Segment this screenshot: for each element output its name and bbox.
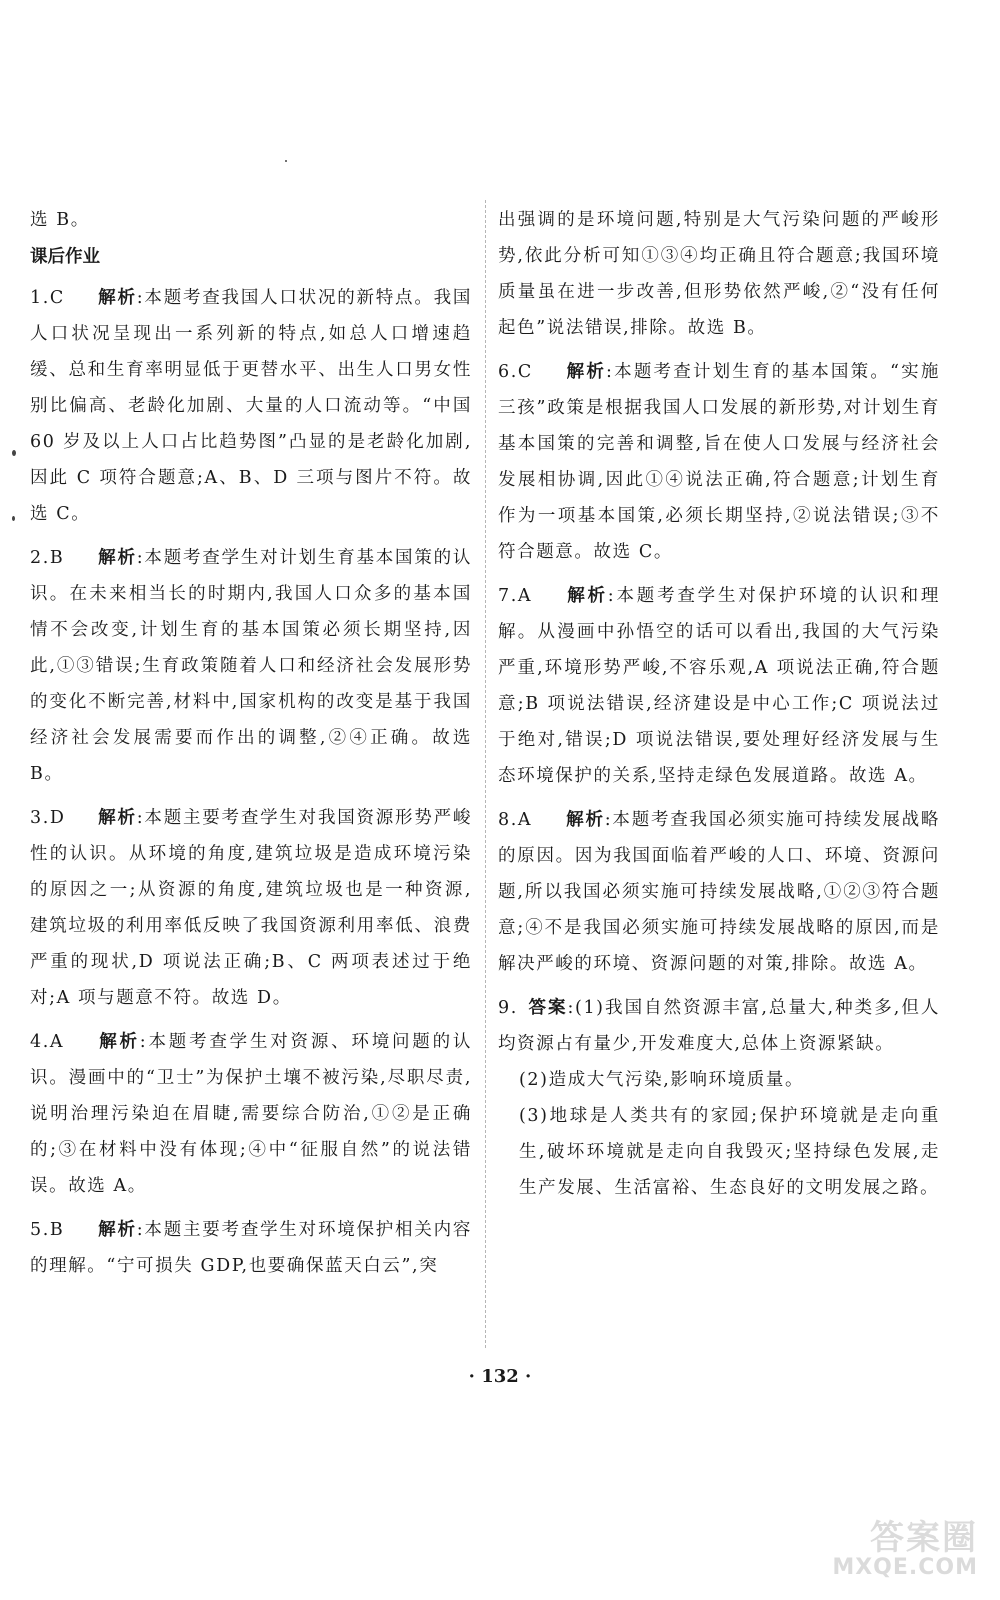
- analysis-label: 解析: [566, 362, 607, 382]
- question-number: 6.C: [498, 362, 533, 382]
- column-divider: [485, 200, 486, 1348]
- question-text: :本题考查学生对计划生育基本国策的认识。在未来相当长的时期内,我国人口众多的基本国情不会改变,计划生育的基本国策必须长期坚持,因此,①③错误;生育政策随着人口和经济社会发展形势的变化不断完善,材料中,国家机构的改变是基于我国经济社会发展需要而作出的调整,②④正确。故选 B。: [30, 548, 472, 784]
- question-number: 7.A: [498, 586, 533, 606]
- answer-part-1: :(1)我国自然资源丰富,总量大,种类多,但人均资源占有量少,开发难度大,总体上资源紧缺。: [498, 998, 940, 1054]
- question-text: :本题考查学生对资源、环境问题的认识。漫画中的“卫士”为保护土壤不被污染,尽职尽责,说明治理污染迫在眉睫,需要综合防治,①②是正确的;③在材料中没有体现;④中“征服自然”的说法错误。故选 A。: [30, 1032, 472, 1196]
- lead-text: 选 B。: [30, 210, 90, 230]
- analysis-label: 解析: [98, 1032, 140, 1052]
- question-7: [498, 578, 940, 794]
- question-4: [30, 1024, 472, 1204]
- analysis-label: 解析: [98, 548, 137, 568]
- left-column: [30, 202, 472, 1284]
- question-number: 5.B: [30, 1220, 65, 1240]
- question-number: 8.A: [498, 810, 533, 830]
- question-text: :本题考查学生对保护环境的认识和理解。从漫画中孙悟空的话可以看出,我国的大气污染严重,环境形势严峻,不容乐观,A 项说法正确,符合题意;B 项说法错误,经济建设是中心工作;C 项说法过于绝对,错误;D 项说法错误,要处理好经济发展与生态环境保护的关系,坚持走绿色发展道路。故选 A。: [498, 586, 940, 786]
- scan-speck: [12, 450, 16, 456]
- analysis-label: 解析: [98, 1220, 137, 1240]
- analysis-label: 解析: [566, 810, 605, 830]
- question-number: 2.B: [30, 548, 65, 568]
- scan-speck: [285, 160, 287, 162]
- question-text: :本题考查我国人口状况的新特点。我国人口状况呈现出一系列新的特点,如总人口增速趋缓、总和生育率明显低于更替水平、出生人口男女性别比偏高、老龄化加剧、大量的人口流动等。“中国 60 岁及以上人口占比趋势图”凸显的是老龄化加剧,因此 C 项符合题意;A、B、D 三项与图片不符。故选 C。: [30, 288, 472, 524]
- question-number: 9.: [498, 998, 518, 1018]
- question-text: :本题主要考查学生对环境保护相关内容的理解。“宁可损失 GDP,也要确保蓝天白云”,突: [30, 1220, 472, 1276]
- answer-label: 答案: [528, 998, 568, 1018]
- right-column: [498, 202, 940, 1206]
- question-2: [30, 540, 472, 792]
- site-watermark: [788, 1510, 978, 1580]
- watermark-logo-text: 答案圈: [870, 1518, 978, 1558]
- answer-part-2: (2)造成大气污染,影响环境质量。: [519, 1070, 805, 1090]
- analysis-label: 解析: [98, 288, 137, 308]
- analysis-label: 解析: [566, 586, 608, 606]
- section-title: 课后作业: [30, 247, 100, 267]
- question-3: [30, 800, 472, 1016]
- question-5-continued: 出强调的是环境问题,特别是大气污染问题的严峻形势,依此分析可知①③④均正确且符合题意;我国环境质量虽在进一步改善,但形势依然严峻,②“没有任何起色”说法错误,排除。故选 B。: [498, 210, 940, 338]
- answer-part-3: (3)地球是人类共有的家园;保护环境就是走向重生,破坏环境就是走向自我毁灭;坚持绿色发展,走生产发展、生活富裕、生态良好的文明发展之路。: [519, 1106, 940, 1198]
- question-number: 1.C: [30, 288, 65, 308]
- question-6: [498, 354, 940, 570]
- watermark-url: MXQE.COM: [832, 1555, 978, 1580]
- page-number: · 132 ·: [468, 1366, 532, 1387]
- question-number: 4.A: [30, 1032, 65, 1052]
- question-number: 3.D: [30, 808, 66, 828]
- question-9: [498, 990, 940, 1062]
- question-text: :本题主要考查学生对我国资源形势严峻性的认识。从环境的角度,建筑垃圾是造成环境污染的原因之一;从资源的角度,建筑垃圾也是一种资源,建筑垃圾的利用率低反映了我国资源利用率低、浪费严重的现状,D 项说法正确;B、C 两项表述过于绝对;A 项与题意不符。故选 D。: [30, 808, 472, 1008]
- question-1: [30, 280, 472, 532]
- question-text: :本题考查计划生育的基本国策。“实施三孩”政策是根据我国人口发展的新形势,对计划生育基本国策的完善和调整,旨在使人口发展与经济社会发展相协调,因此①④说法正确,符合题意;计划生育作为一项基本国策,必须长期坚持,②说法错误;③不符合题意。故选 C。: [498, 362, 940, 562]
- question-text: :本题考查我国必须实施可持续发展战略的原因。因为我国面临着严峻的人口、环境、资源问题,所以我国必须实施可持续发展战略,①②③符合题意;④不是我国必须实施可持续发展战略的原因,而是解决严峻的环境、资源问题的对策,排除。故选 A。: [498, 810, 940, 974]
- question-5: [30, 1212, 472, 1284]
- scan-speck: [12, 516, 15, 521]
- question-8: [498, 802, 940, 982]
- analysis-label: 解析: [98, 808, 137, 828]
